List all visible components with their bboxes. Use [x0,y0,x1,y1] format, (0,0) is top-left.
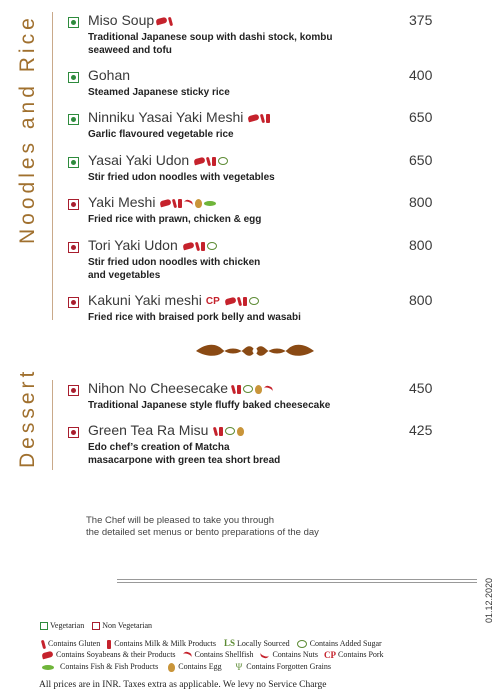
item-name: Green Tea Ra Misu [88,422,244,438]
locally-sourced-icon: LS [224,638,236,648]
item-name: Yaki Meshi [88,194,216,210]
ornament-divider-icon [192,341,318,361]
item-description: Traditional Japanese style fluffy baked cheesecake [88,400,331,411]
item-price: 800 [409,194,433,210]
milk-icon [243,297,247,306]
section-title-noodles-rice: Noodles and Rice [16,14,39,244]
menu-date: 01.12.2020 [484,578,494,624]
nuts-icon [260,651,271,660]
nuts-icon [225,427,235,435]
chili-icon [248,114,260,123]
nuts-icon [218,157,228,165]
milk-icon [237,385,241,394]
non-veg-icon [68,242,79,253]
non-veg-icon [68,199,79,210]
veg-icon [40,622,48,630]
veg-icon [68,114,79,125]
legend-label: Contains Pork [338,650,384,659]
legend-row [40,621,152,630]
legend-label: Contains Egg [178,662,222,671]
section-title-dessert: Dessert [16,367,39,468]
milk-icon [178,199,182,208]
grains-icon: Ψ [235,662,243,673]
legend-label: Vegetarian [50,621,85,630]
legend-label: Contains Gluten [48,639,101,648]
egg-icon [195,199,202,208]
milk-icon [212,157,216,166]
nuts-icon [207,242,217,250]
legend-label: Contains Soyabeans & their Products [56,650,176,659]
item-name: Tori Yaki Udon [88,237,217,253]
milk-icon [201,242,205,251]
item-price: 400 [409,67,433,83]
gluten-icon [168,17,173,26]
gluten-icon [172,199,177,208]
pork-icon: CP [324,650,336,661]
item-name: Gohan [88,67,131,83]
item-price: 450 [409,380,433,396]
sugar-icon [297,640,307,648]
non-veg-icon [68,385,79,396]
soyabean-icon [41,651,53,660]
legend-row [40,662,331,672]
fish-icon [204,201,216,206]
legend-label: Locally Sourced [237,639,290,648]
chef-note-line: the detailed set menus or bento preparations of the day [86,527,319,538]
nuts-icon [249,297,259,305]
gluten-icon [237,297,242,306]
item-price: 425 [409,422,433,438]
shellfish-icon [184,199,195,208]
shellfish-icon [263,385,274,394]
item-description: Fried rice with braised pork belly and wasabi [88,312,301,323]
item-description: Stir fried udon noodles with chicken and vegetables [88,257,261,281]
non-veg-icon [68,427,79,438]
nuts-icon [243,385,253,393]
menu-item [68,12,458,56]
legend-label: Contains Added Sugar [309,639,382,648]
item-description: Steamed Japanese sticky rice [88,87,230,98]
gluten-icon [231,385,236,394]
item-description: Traditional Japanese soup with dashi stock, kombu seaweed and tofu [88,32,333,56]
veg-icon [68,157,79,168]
item-price: 650 [409,109,433,125]
pork-badge: CP [205,295,220,307]
milk-icon [219,427,223,436]
gluten-icon [213,427,218,436]
fish-icon [42,665,54,670]
item-name: Kakuni Yaki meshi CP [88,292,259,308]
shellfish-icon [182,651,193,660]
egg-icon [237,427,244,436]
section-divider-line [52,12,53,320]
gluten-icon [206,157,211,166]
item-name: Nihon No Cheesecake [88,380,273,396]
legend-label: Contains Milk & Milk Products [114,639,217,648]
chili-icon [224,297,236,306]
legend-label: Contains Forgotten Grains [246,662,331,671]
egg-icon [168,663,175,672]
item-price: 800 [409,237,433,253]
chili-icon [182,242,194,251]
legend-label: Contains Nuts [272,650,318,659]
divider [117,579,477,580]
legend-row [40,638,382,649]
divider [117,582,477,583]
chef-note-line: The Chef will be pleased to take you through [86,515,275,526]
gluten-icon [260,114,265,123]
veg-icon [68,72,79,83]
non-veg-icon [68,297,79,308]
chili-icon [156,17,168,26]
item-name: Ninniku Yasai Yaki Meshi [88,109,270,125]
chef-note [86,515,319,539]
egg-icon [255,385,262,394]
item-description: Garlic flavoured vegetable rice [88,129,234,140]
non-veg-icon [92,622,100,630]
item-name: Yasai Yaki Udon [88,152,228,168]
gluten-icon [41,639,46,648]
item-description: Edo chef’s creation of Matcha masacarpone with green tea short bread [88,442,281,466]
legend-label: Contains Fish & Fish Products [60,662,159,671]
section-divider-line [52,380,53,470]
item-price: 375 [409,12,433,28]
item-description: Stir fried udon noodles with vegetables [88,172,275,183]
item-name: Miso Soup [88,12,172,28]
milk-icon [266,114,270,123]
chili-icon [194,157,206,166]
legend-row [40,650,384,660]
milk-icon [107,640,111,649]
item-price: 800 [409,292,433,308]
legend-label: Contains Shellfish [194,650,254,659]
gluten-icon [195,242,200,251]
footer-note: All prices are in INR. Taxes extra as applicable. We levy no Service Charge [39,680,327,690]
item-price: 650 [409,152,433,168]
veg-icon [68,17,79,28]
chili-icon [160,199,172,208]
item-description: Fried rice with prawn, chicken & egg [88,214,262,225]
legend-label: Non Vegetarian [102,621,153,630]
